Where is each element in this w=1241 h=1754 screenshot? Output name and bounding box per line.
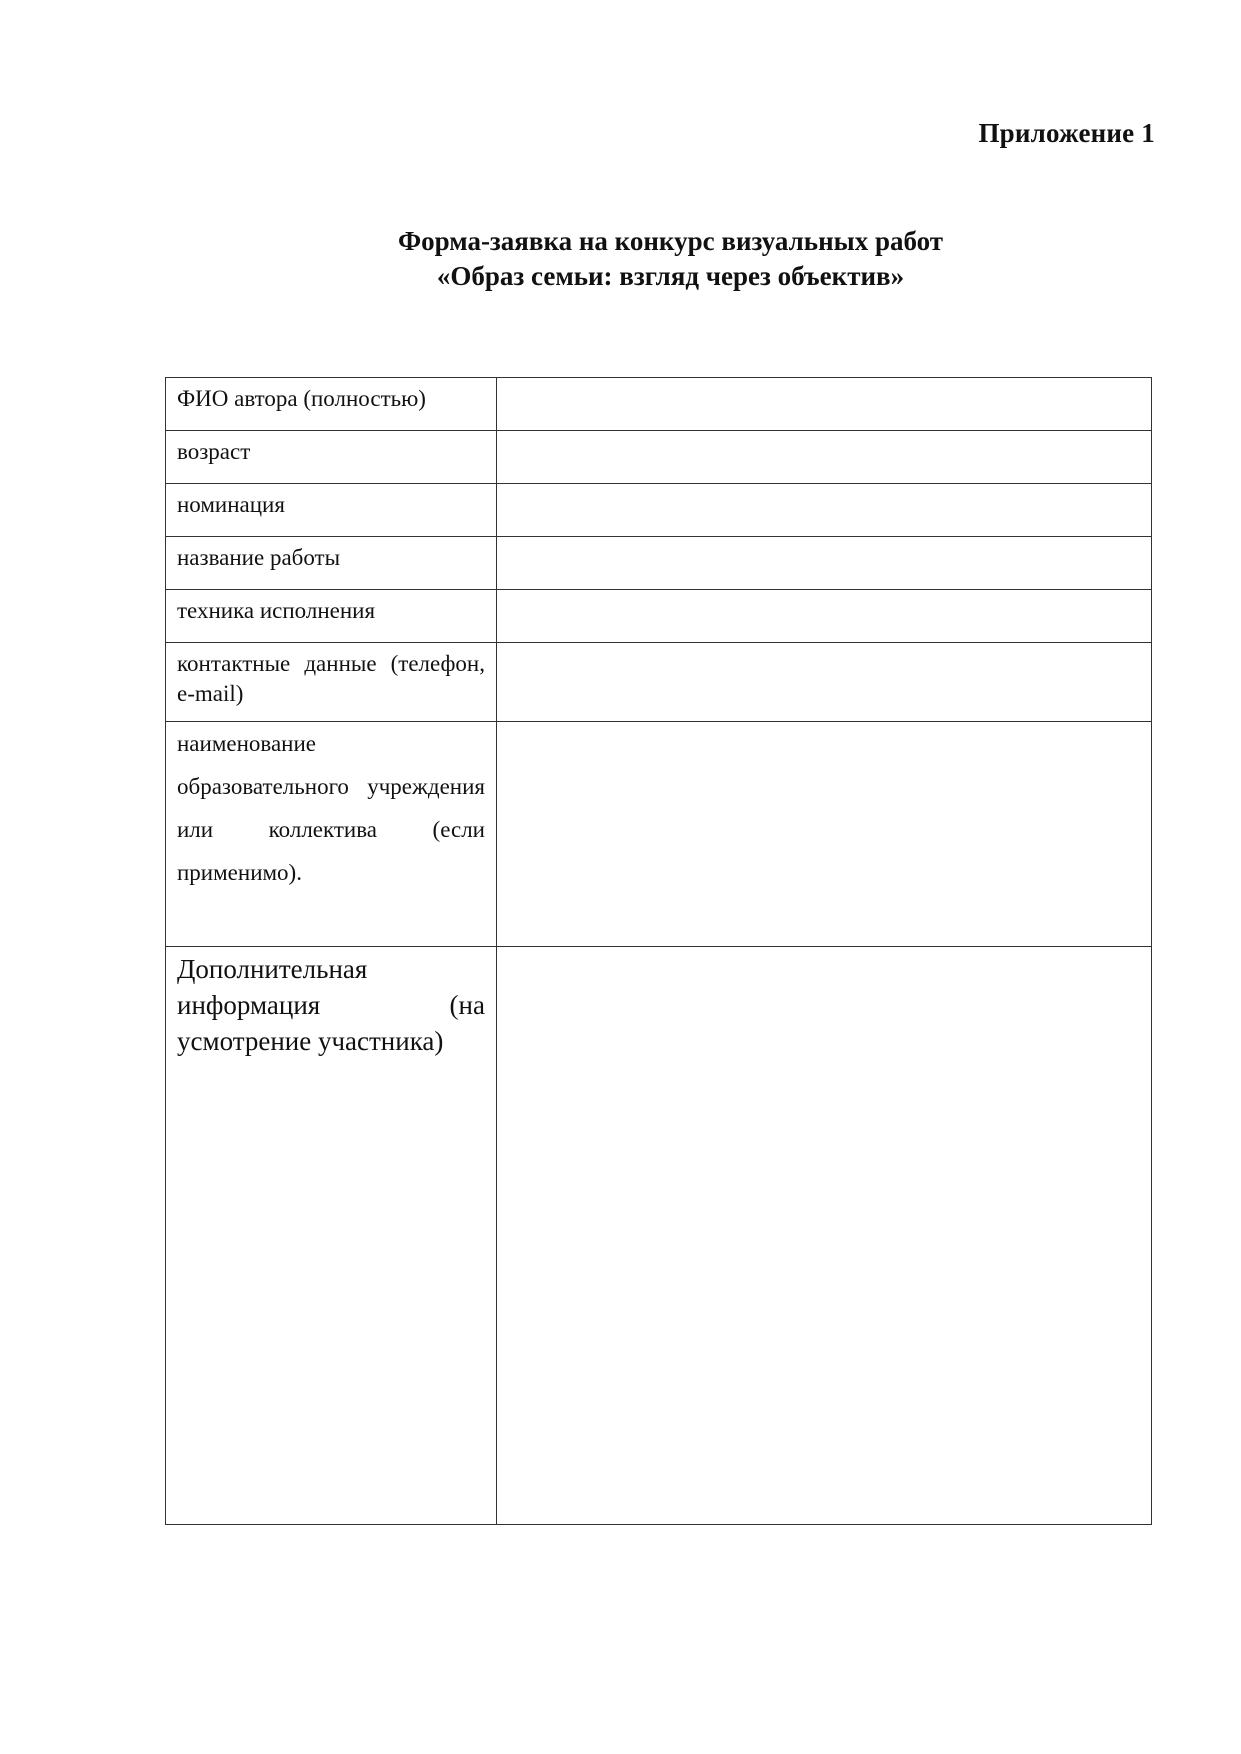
field-value-age[interactable] bbox=[497, 431, 1152, 484]
field-label-age: возраст bbox=[166, 431, 497, 484]
table-row bbox=[166, 378, 1152, 431]
field-label-contacts: контактные данные (телефон, e-mail) bbox=[166, 643, 497, 722]
application-form-table bbox=[165, 377, 1152, 1525]
field-value-technique[interactable] bbox=[497, 590, 1152, 643]
field-value-contacts[interactable] bbox=[497, 643, 1152, 722]
field-label-author-name: ФИО автора (полностью) bbox=[166, 378, 497, 431]
field-value-nomination[interactable] bbox=[497, 484, 1152, 537]
field-label-work-title: название работы bbox=[166, 537, 497, 590]
table-row bbox=[166, 431, 1152, 484]
field-value-author-name[interactable] bbox=[497, 378, 1152, 431]
field-value-additional-info[interactable] bbox=[497, 947, 1152, 1525]
table-row bbox=[166, 947, 1152, 1525]
table-row bbox=[166, 722, 1152, 947]
appendix-label: Приложение 1 bbox=[978, 118, 1155, 148]
table-row bbox=[166, 484, 1152, 537]
field-value-work-title[interactable] bbox=[497, 537, 1152, 590]
table-row bbox=[166, 537, 1152, 590]
field-label-institution: наименование образовательного учреждения или коллектива (если применимо). bbox=[166, 722, 497, 947]
table-row bbox=[166, 643, 1152, 722]
field-label-additional-info: Дополнительная информация (на усмотрение участника) bbox=[166, 947, 497, 1525]
table-row bbox=[166, 590, 1152, 643]
field-label-nomination: номинация bbox=[166, 484, 497, 537]
form-title-line-1: Форма-заявка на конкурс визуальных работ bbox=[397, 226, 944, 256]
field-value-institution[interactable] bbox=[497, 722, 1152, 947]
form-title-line-2: «Образ семьи: взгляд через объектив» bbox=[436, 261, 905, 291]
form-title bbox=[0, 224, 1241, 294]
field-label-technique: техника исполнения bbox=[166, 590, 497, 643]
